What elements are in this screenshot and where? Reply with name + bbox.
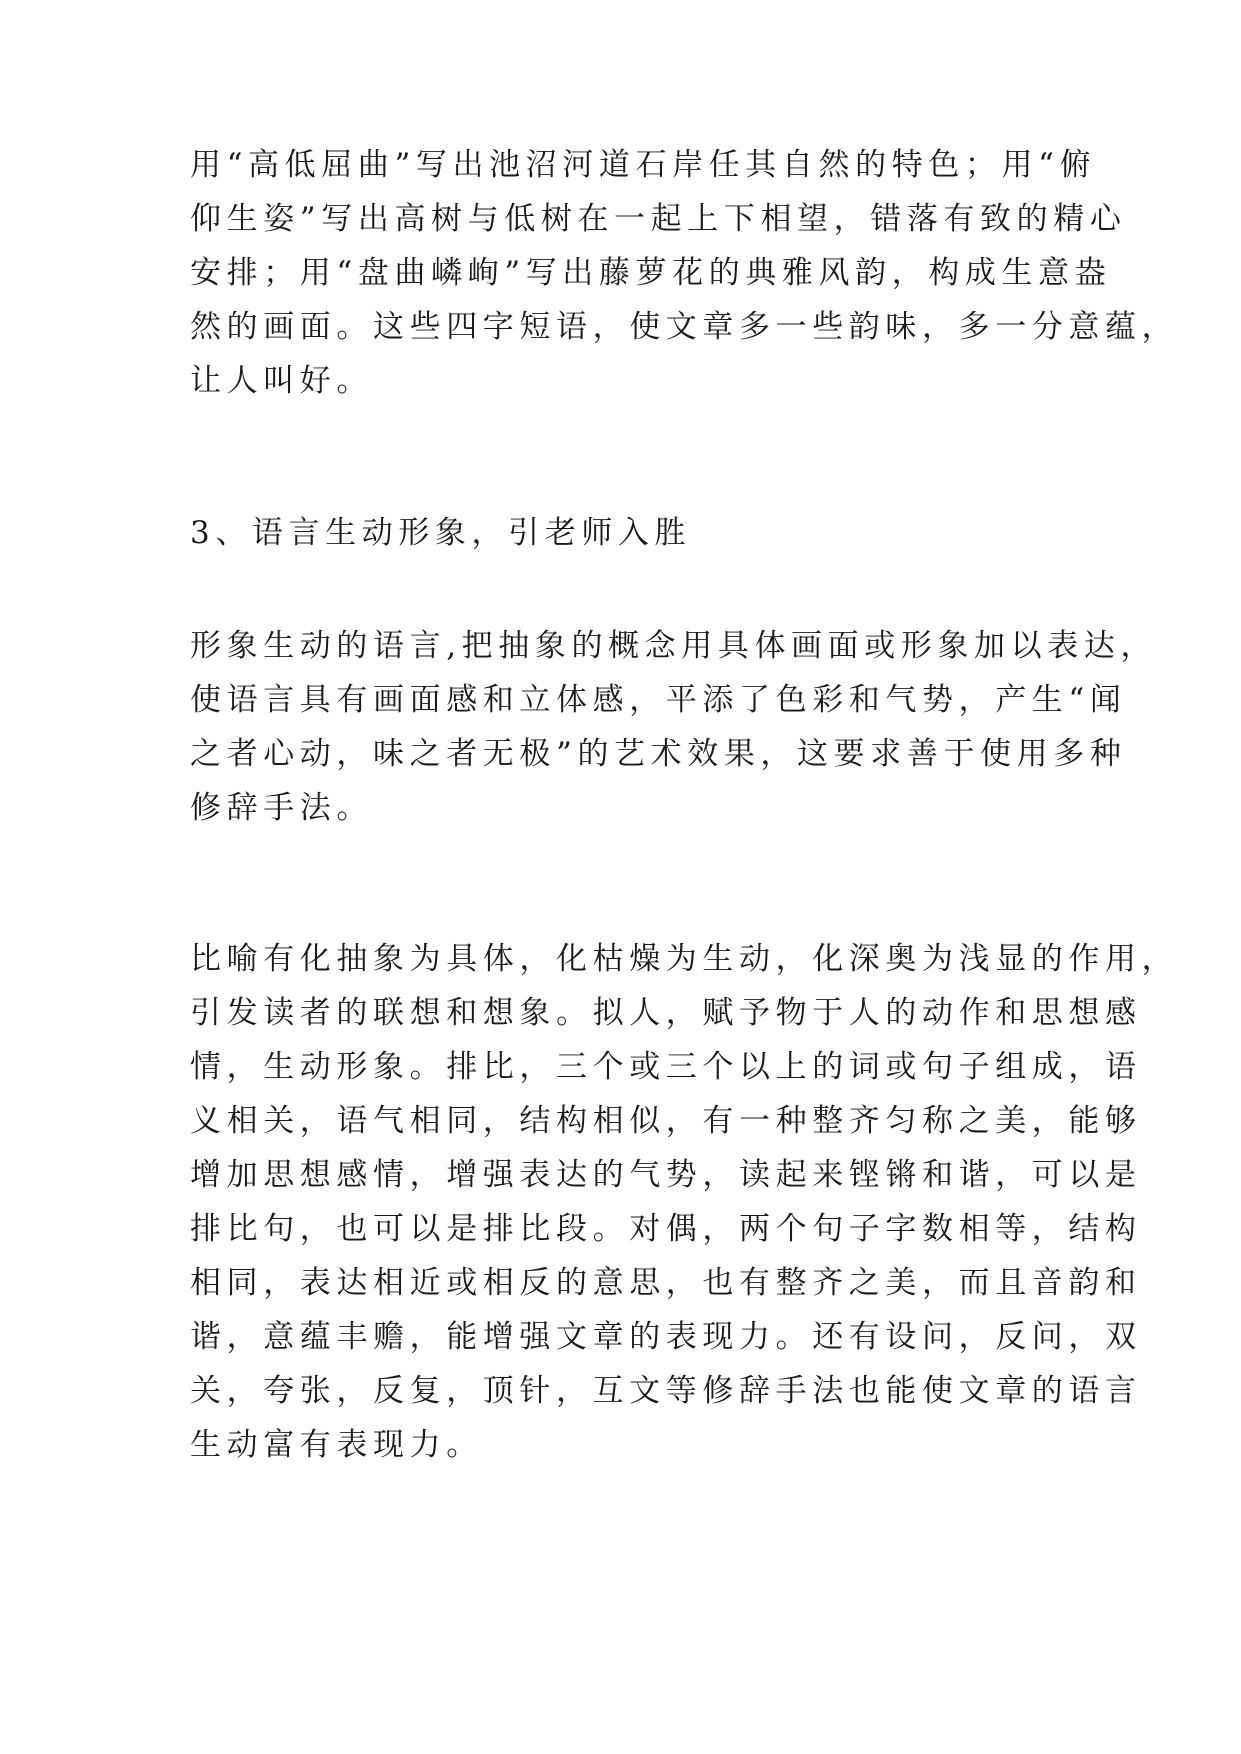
paragraph-3-line: 增加思想感情，增强表达的气势，读起来铿锵和谐，可以是 [190,1157,1142,1193]
paragraph-2-line: 使语言具有画面感和立体感，平添了色彩和气势，产生“闻 [190,682,1127,718]
paragraph-1-line: 用“高低屈曲”写出池沼河道石岸任其自然的特色；用“俯 [190,147,1097,183]
paragraph-2-line: 之者心动，味之者无极”的艺术效果，这要求善于使用多种 [190,736,1127,772]
paragraph-2-line: 形象生动的语言,把抽象的概念用具体画面或形象加以表达， [190,628,1158,664]
paragraph-3-line: 情，生动形象。排比，三个或三个以上的词或句子组成，语 [190,1049,1142,1085]
paragraph-1-line: 然的画面。这些四字短语，使文章多一些韵味，多一分意蕴， [190,309,1179,345]
paragraph-3-line: 生动富有表现力。 [190,1427,483,1463]
paragraph-3-line: 引发读者的联想和想象。拟人，赋予物于人的动作和思想感 [190,995,1142,1031]
paragraph-1-line: 让人叫好。 [190,363,373,399]
paragraph-1-line: 仰生姿”写出高树与低树在一起上下相望，错落有致的精心 [190,201,1127,237]
paragraph-3-line: 谐，意蕴丰赡，能增强文章的表现力。还有设问，反问，双 [190,1319,1142,1355]
paragraph-3-line: 排比句，也可以是排比段。对偶，两个句子字数相等，结构 [190,1211,1142,1247]
paragraph-1-line: 安排；用“盘曲嶙峋”写出藤萝花的典雅风韵，构成生意盎 [190,255,1112,291]
paragraph-3-line: 义相关，语气相同，结构相似，有一种整齐匀称之美，能够 [190,1103,1142,1139]
section-heading: 3、语言生动形象，引老师入胜 [190,515,692,551]
paragraph-3-line: 比喻有化抽象为具体，化枯燥为生动，化深奥为浅显的作用， [190,941,1179,977]
paragraph-3-line: 相同，表达相近或相反的意思，也有整齐之美，而且音韵和 [190,1265,1142,1301]
paragraph-3-line: 关，夸张，反复，顶针，互文等修辞手法也能使文章的语言 [190,1373,1142,1409]
paragraph-2-line: 修辞手法。 [190,790,373,826]
